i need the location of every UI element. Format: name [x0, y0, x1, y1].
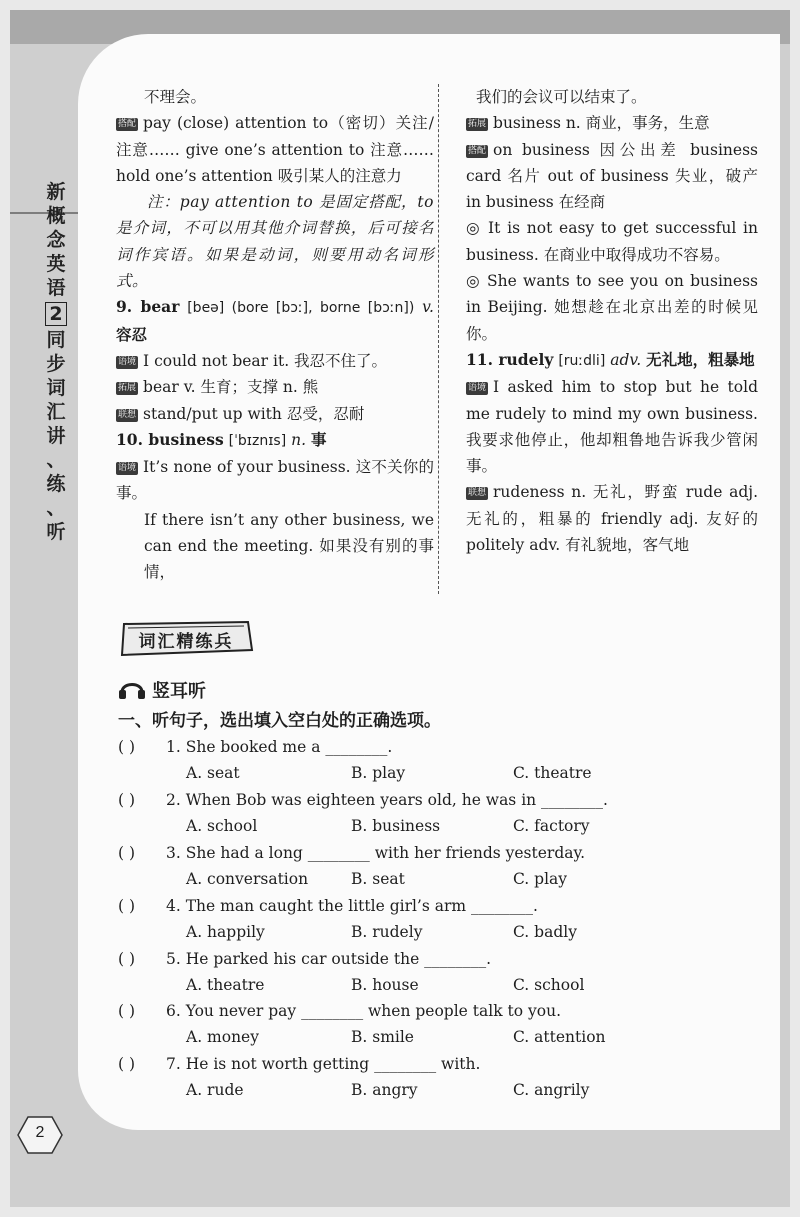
answer-blank[interactable]: ( ) [118, 1002, 136, 1020]
answer-blank[interactable]: ( ) [118, 1055, 136, 1073]
entry-meaning: 事 [311, 429, 327, 449]
listening-title: 竖耳听 [152, 681, 206, 702]
answer-blank[interactable]: ( ) [118, 844, 136, 862]
phonetic: [beə] (bore [bɔː], borne [bɔːn]) [187, 300, 415, 317]
example-text: If there isn’t any other business, we can end the meeting. 如果没有别的事情， [144, 510, 434, 582]
collocation-entry [466, 137, 758, 216]
page-number: 2 [35, 1124, 45, 1141]
text-line: 不理会。 [144, 88, 207, 106]
answer-blank[interactable]: ( ) [118, 950, 136, 968]
answer-blank[interactable]: ( ) [118, 738, 136, 756]
option: C. factory [513, 817, 590, 835]
answer-blank[interactable]: ( ) [118, 791, 136, 809]
collocation-text: on business 因公出差 business card 名片 out of business 失业，破产 in business 在经商 [466, 140, 758, 212]
option: A. theatre [186, 976, 265, 994]
part-of-speech: n. [291, 430, 307, 449]
option: C. attention [513, 1028, 606, 1046]
tag-lianxiang: 联想 [118, 409, 137, 420]
spine-char: 概 [46, 205, 66, 227]
entry-10 [116, 427, 434, 454]
option: B. house [351, 976, 419, 994]
entry-head: 11. rudely [466, 349, 554, 369]
tag-yujing: 语境 [118, 356, 137, 367]
association-text: rudeness n. 无礼，野蛮 rude adj. 无礼的，粗暴的 friendly adj. 友好的 politely adv. 有礼貌地，客气地 [466, 483, 758, 555]
example-text: I asked him to stop but he told me rudely to mind my own business. 我要求他停止，他却粗鲁地告诉我少管闲事。 [466, 378, 758, 476]
entry-meaning: 无礼地，粗暴地 [646, 349, 755, 369]
tag-yujing: 语境 [118, 463, 137, 474]
spine-char: 听 [46, 521, 66, 543]
tag-dapei: 搭配 [118, 119, 137, 130]
extension-entry [116, 374, 434, 400]
option: B. play [351, 764, 406, 782]
option: B. seat [351, 870, 405, 888]
answer-blank[interactable]: ( ) [118, 897, 136, 915]
spine-char: 语 [46, 277, 66, 299]
question-4 [118, 893, 538, 919]
part-of-speech: adv. [610, 350, 642, 369]
option: C. badly [513, 923, 577, 941]
association-text: stand/put up with 忍受，忍耐 [143, 404, 365, 423]
banner-title: 词汇精练兵 [138, 632, 234, 652]
association-entry [116, 401, 434, 427]
entry-9 [116, 294, 434, 348]
spine-char: 、 [46, 497, 66, 519]
entry-head: 9. bear [116, 297, 180, 317]
spine-title [42, 180, 70, 544]
spine-char: 练 [46, 473, 66, 495]
extension-text: business n. 商业，事务，生意 [493, 114, 710, 133]
spine-char: 步 [46, 353, 66, 375]
part-of-speech: v. [422, 298, 434, 317]
option: A. seat [186, 764, 240, 782]
spine-char: 、 [46, 449, 66, 471]
question-2 [118, 787, 608, 813]
spine-char: 新 [46, 181, 66, 203]
option: B. smile [351, 1028, 414, 1046]
column-divider [438, 84, 439, 594]
entry-meaning: 容忍 [116, 324, 148, 344]
spine-char: 词 [46, 377, 66, 399]
spine-char: 汇 [46, 401, 66, 423]
option: B. rudely [351, 923, 423, 941]
spine-char: 讲 [46, 425, 66, 447]
question-text: 7. He is not worth getting ________ with. [166, 1055, 481, 1073]
spine-char: 同 [46, 329, 66, 351]
question-text: 5. He parked his car outside the ________. [166, 950, 492, 968]
collocation-text: pay (close) attention to（密切）关注/注意…… give one’s attention to 注意…… hold one’s attention 吸引某人的注意力 [116, 114, 434, 185]
example-entry [116, 348, 434, 374]
question-text: 4. The man caught the little girl’s arm ________. [166, 897, 538, 915]
question-5 [118, 946, 491, 972]
option: C. theatre [513, 764, 592, 782]
extension-text: bear v. 生育；支撑 n. 熊 [143, 378, 319, 397]
tag-tuozhan: 拓展 [468, 119, 487, 130]
phonetic: [ˈbɪznɪs] [228, 432, 287, 449]
option: A. rude [186, 1081, 244, 1099]
entry-head: 10. business [116, 429, 224, 449]
example-sentence: ◎ She wants to see you on business in Beijing. 她想趁在北京出差的时候见你。 [466, 272, 758, 343]
spine-volume-number: 2 [45, 302, 67, 326]
option: B. business [351, 817, 441, 835]
page-number-badge [16, 1115, 64, 1155]
left-column [116, 84, 434, 586]
question-text: 2. When Bob was eighteen years old, he was in ________. [166, 791, 608, 809]
option: C. school [513, 976, 585, 994]
question-1 [118, 734, 392, 760]
question-3 [118, 840, 585, 866]
example-entry [466, 374, 758, 479]
spine-char: 英 [46, 253, 66, 275]
tag-tuozhan: 拓展 [118, 383, 137, 394]
tag-lianxiang: 联想 [468, 488, 487, 499]
entry-11 [466, 347, 758, 374]
option: A. money [186, 1028, 259, 1046]
example-text: It’s none of your business. 这不关你的事。 [116, 458, 434, 503]
phonetic: [ruːdli] [558, 352, 606, 369]
question-text: 6. You never pay ________ when people talk to you. [166, 1002, 562, 1020]
example-text: I could not bear it. 我忍不住了。 [143, 351, 388, 370]
question-7 [118, 1051, 480, 1077]
option: A. school [186, 817, 258, 835]
example-entry [116, 454, 434, 507]
tag-dapei: 搭配 [468, 145, 487, 156]
right-column [466, 84, 758, 558]
section-banner [118, 620, 254, 658]
spine-char: 念 [46, 229, 66, 251]
association-entry [466, 479, 758, 558]
collocation-entry [116, 110, 434, 189]
option: C. play [513, 870, 568, 888]
option: B. angry [351, 1081, 418, 1099]
example-sentence: ◎ It is not easy to get successful in business. 在商业中取得成功不容易。 [466, 219, 758, 264]
question-6 [118, 998, 561, 1024]
headphones-icon [118, 676, 146, 708]
text-line: 我们的会议可以结束了。 [476, 88, 647, 106]
tag-yujing: 语境 [468, 383, 487, 394]
option: C. angrily [513, 1081, 590, 1099]
listening-header [118, 676, 206, 702]
question-text: 3. She had a long ________ with her friends yesterday. [166, 844, 586, 862]
usage-note: 注：pay attention to 是固定搭配，to 是介词，不可以用其他介词替换，后可接名词作宾语。如果是动词，则要用动名词形式。 [116, 193, 434, 291]
option: A. conversation [186, 870, 309, 888]
extension-entry [466, 110, 758, 136]
option: A. happily [186, 923, 265, 941]
exercise-instruction: 一、听句子，选出填入空白处的正确选项。 [118, 711, 441, 731]
question-text: 1. She booked me a ________. [166, 738, 393, 756]
